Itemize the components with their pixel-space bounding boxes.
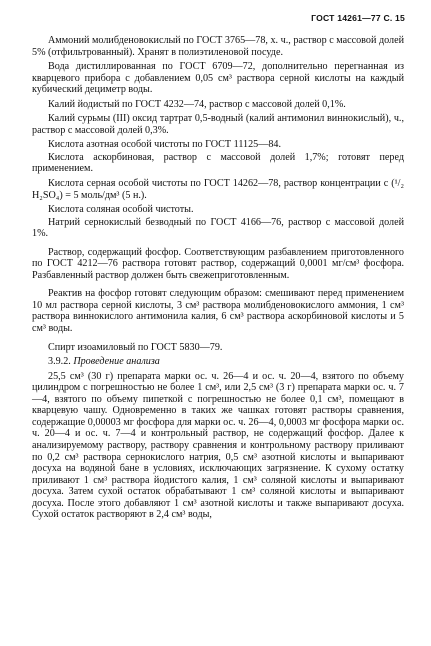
paragraph-antimony-tartrate: Калий сурьмы (III) оксид тартрат 0,5-водный (калий антимонил виннокислый), ч., раствор с массовой долей 0,3%.	[32, 113, 404, 136]
paragraph-ascorbic-acid: Кислота аскорбиновая, раствор с массовой долей 1,7%; готовят перед применением.	[32, 151, 404, 175]
paragraph-nitric-acid: Кислота азотная особой чистоты по ГОСТ 11125—84.	[48, 139, 281, 151]
paragraph-analysis-procedure: 25,5 см³ (30 г) препарата марки ос. ч. 26—4 и ос. ч. 20—4, взятого по объему цилиндром с погрешностью не более 1 см³, или 2,5 см³ (3 г) препарата марки ос. ч. 7—4, взятого по объему пипеткой с погрешностью не более 0,1 см³, помещают в кварцевую чашу. Одновременно в таких же чашках готовят растворы сравнения, содержащие 0,00003 мг фосфора для марки ос. ч. 26—4, 0,0003 мг фосфора марки ос. ч. 20—4 и ос. ч. 7—4 и контрольный раствор, не содержащий фосфор. Далее к анализируемому раствору, раствору сравнения и контрольному раствору приливают по 0,2 см³ раствора сернокислого натрия, 0,5 см³ азотной кислоты и выпаривают досуха на водяной бане в условиях, исключающих загрязнение. К сухому остатку приливают 1 см³ раствора йодистого калия, 1 см³ соляной кислоты и выпаривают досуха. Затем сухой остаток обрабатывают 1 см³ соляной кислоты и выпаривают досуха. После этого добавляют 1 см³ азотной кислоты и также выпаривают досуха. Сухой остаток растворяют в 2,4 см³ воды,	[32, 370, 404, 521]
paragraph-ammonium-molybdate: Аммоний молибденовокислый по ГОСТ 3765—78, х. ч., раствор с массовой долей 5% (отфильтрованный). Хранят в полиэтиленовой посуде.	[32, 35, 404, 58]
paragraph-phosphorus-solution: Раствор, содержащий фосфор. Соответствующим разбавлением приготовленного по ГОСТ 4212—76 раствора готовят раствор, содержащий 0,0001 мг/см³ фосфора. Разбавленный раствор должен быть свежеприготовленным.	[32, 246, 404, 281]
section-title: Проведение анализа	[73, 356, 160, 368]
paragraph-sodium-sulfate: Натрий сернокислый безводный по ГОСТ 4166—76, раствор с массовой долей 1%.	[32, 216, 404, 240]
section-heading	[32, 356, 404, 368]
document-body	[32, 35, 404, 524]
paragraph-distilled-water: Вода дистиллированная по ГОСТ 6709—72, дополнительно перегнанная из кварцевого прибора с добавлением 0,05 см³ раствора серной кислоты на каждый кубический дециметр воды.	[32, 61, 404, 96]
paragraph-sulfuric-acid: Кислота серная особой чистоты по ГОСТ 14262—78, раствор концентрации c (¹/₂ H₂SO₄) = 5 моль/дм³ (5 н.).	[32, 178, 404, 201]
paragraph-phosphorus-reagent: Реактив на фосфор готовят следующим образом: смешивают перед применением 10 мл раствора серной кислоты, 3 см³ раствора молибденовокислого аммония, 1 см³ раствора виннокислого антимонила калия, 6 см³ раствора аскорбиновой кислоты и 5 см³ воды.	[32, 288, 404, 335]
page-header: ГОСТ 14261—77 С. 15	[311, 13, 405, 23]
paragraph-isoamyl-alcohol: Спирт изоамиловый по ГОСТ 5830—79.	[48, 341, 223, 353]
section-number: 3.9.2.	[48, 356, 71, 368]
paragraph-hydrochloric-acid: Кислота соляная особой чистоты.	[48, 204, 194, 216]
paragraph-potassium-iodide: Калий йодистый по ГОСТ 4232—74, раствор с массовой долей 0,1%.	[48, 98, 346, 110]
